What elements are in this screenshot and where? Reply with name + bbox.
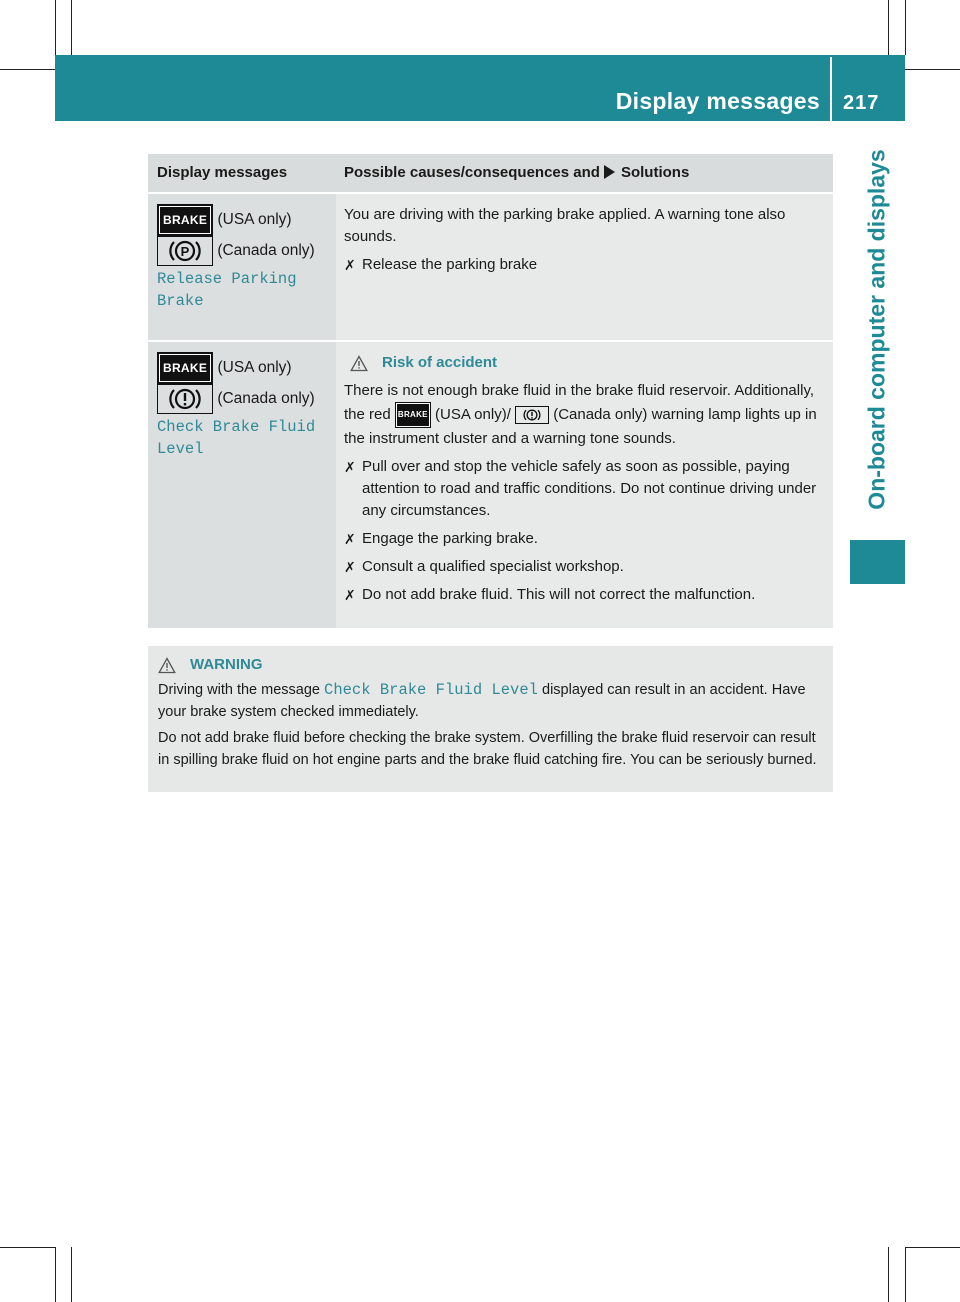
crop-mark xyxy=(905,0,906,55)
crop-mark xyxy=(0,69,55,70)
action-item xyxy=(344,584,827,606)
warning-paragraph xyxy=(158,679,827,723)
cause-description: You are driving with the parking brake applied. A warning tone also sounds. xyxy=(344,206,786,245)
description-text: (USA only)/ xyxy=(435,405,511,423)
action-x-icon: ✗ xyxy=(344,459,356,475)
action-item xyxy=(344,254,827,276)
solutions-cell xyxy=(336,194,833,340)
risk-heading xyxy=(350,352,827,374)
action-item xyxy=(344,456,827,522)
brake-warning-icon: BRAKE xyxy=(395,402,431,428)
action-x-icon: ✗ xyxy=(344,257,356,273)
action-x-icon: ✗ xyxy=(344,559,356,575)
crop-mark xyxy=(55,1247,56,1302)
description-text: There is not enough brake fluid in the brake fluid reservoir. Additionally, the red xyxy=(344,382,814,423)
display-message-code: Check Brake Fluid Level xyxy=(324,681,538,699)
message-cell xyxy=(148,194,336,340)
message-cell xyxy=(148,342,336,628)
action-x-icon: ✗ xyxy=(344,531,356,547)
crop-mark xyxy=(905,69,960,70)
display-message-code: Release Parking Brake xyxy=(157,270,297,310)
crop-mark xyxy=(55,0,56,55)
header-divider xyxy=(830,57,832,121)
page-number: 217 xyxy=(843,92,880,114)
action-text: Do not add brake fluid. This will not correct the malfunction. xyxy=(362,586,756,603)
canada-only-label: (Canada only) xyxy=(217,390,315,408)
action-text: Consult a qualified specialist workshop. xyxy=(362,558,624,575)
crop-mark xyxy=(71,1247,72,1302)
action-item xyxy=(344,528,827,550)
warning-text: Driving with the message xyxy=(158,682,320,698)
col-header-causes-text: Possible causes/consequences and xyxy=(344,164,600,181)
arrow-right-icon xyxy=(604,165,615,179)
page-title: Display messages xyxy=(615,88,820,114)
action-text: Engage the parking brake. xyxy=(362,530,538,547)
brake-fluid-warning-icon xyxy=(515,406,549,424)
brake-warning-icon: BRAKE xyxy=(157,204,213,236)
solutions-cell xyxy=(336,342,833,628)
action-item xyxy=(344,556,827,578)
warning-title: WARNING xyxy=(190,656,263,673)
warning-triangle-icon xyxy=(158,657,176,674)
cause-description xyxy=(344,380,827,450)
col-header-messages: Display messages xyxy=(157,164,288,181)
col-header-causes xyxy=(336,154,833,192)
crop-mark xyxy=(888,0,889,55)
description-text: (Canada only) warning lamp lights up in the instrument cluster and a warning tone sounds. xyxy=(344,405,817,447)
brake-warning-icon: BRAKE xyxy=(157,352,213,384)
warning-triangle-icon xyxy=(350,355,368,372)
side-tab-label: On-board computer and displays xyxy=(864,148,891,510)
crop-mark xyxy=(888,1247,889,1302)
display-messages-table xyxy=(148,154,833,628)
svg-text:P: P xyxy=(180,244,190,259)
crop-mark xyxy=(71,0,72,55)
table-row xyxy=(148,340,833,628)
action-x-icon: ✗ xyxy=(344,587,356,603)
action-text: Pull over and stop the vehicle safely as soon as possible, paying attention to road and traffic conditions. Do not continue driving under any circumstances. xyxy=(362,458,817,519)
side-tab-marker xyxy=(850,540,905,584)
parking-brake-icon xyxy=(157,236,213,266)
warning-text: displayed can result in an accident. Have your brake system checked immediately. xyxy=(158,682,806,720)
crop-mark xyxy=(905,1247,960,1248)
crop-mark xyxy=(905,1247,906,1302)
warning-box xyxy=(148,646,833,792)
usa-only-label: (USA only) xyxy=(217,359,292,377)
display-message-code: Check Brake Fluid Level xyxy=(157,418,316,458)
table-row xyxy=(148,192,833,340)
risk-title: Risk of accident xyxy=(382,354,498,371)
warning-paragraph: Do not add brake fluid before checking the brake system. Overfilling the brake fluid reservoir can result in spilling brake fluid on hot engine parts and the brake fluid catching fire. You can be seriously burned. xyxy=(158,730,817,768)
col-header-solutions-text: Solutions xyxy=(620,164,690,181)
brake-fluid-warning-icon xyxy=(157,384,213,414)
side-tab-label-container xyxy=(850,121,905,537)
crop-mark xyxy=(0,1247,55,1248)
table-header xyxy=(148,154,833,192)
warning-heading xyxy=(158,654,827,676)
canada-only-label: (Canada only) xyxy=(217,242,315,260)
action-text: Release the parking brake xyxy=(362,256,538,273)
usa-only-label: (USA only) xyxy=(217,211,292,229)
